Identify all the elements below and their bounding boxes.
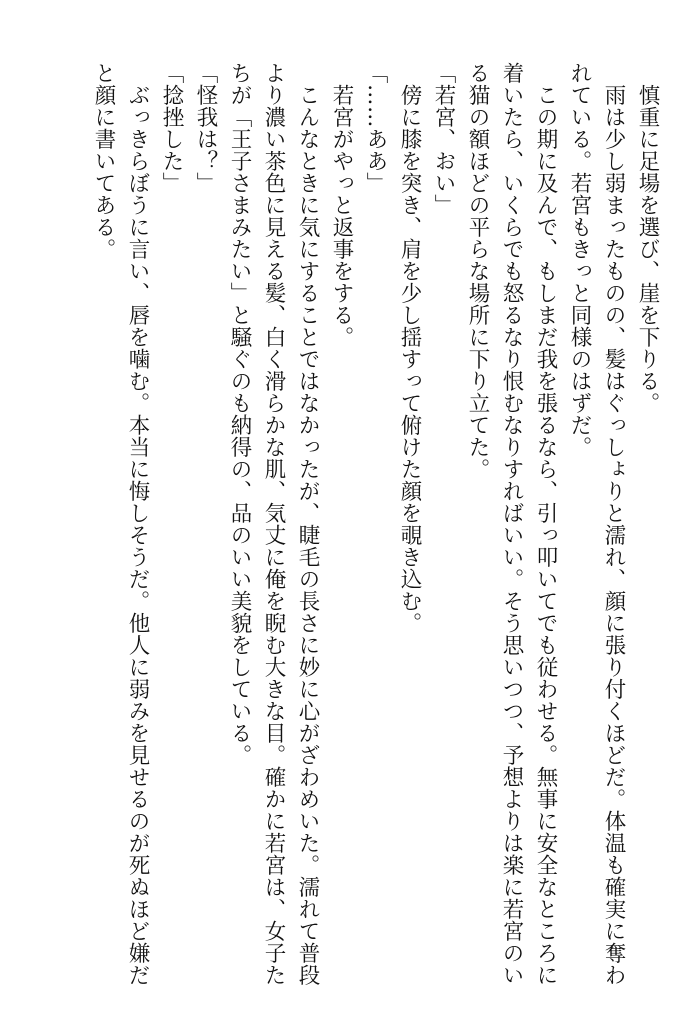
- text-line: こんなときに気にすることではなかったが、睫毛の長さに妙に心がざわめいた。濡れて普段: [295, 62, 320, 986]
- text-line: 着いたら、いくらでも怒るなり恨むなりすればいい。そう思いつつ、予想よりは楽に若宮のい: [499, 62, 524, 986]
- text-line: 慎重に足場を選び、崖を下りる。: [635, 62, 660, 414]
- text-line: 「怪我は？」: [193, 62, 218, 194]
- text-line: ちが「王子さまみたい」と騒ぐのも納得の、品のいい美貌をしている。: [227, 62, 252, 766]
- text-line: より濃い茶色に見える髪、白く滑らかな肌、気丈に俺を睨む大きな目。確かに若宮は、女子た: [261, 62, 286, 986]
- text-line: 「捻挫した」: [159, 62, 184, 194]
- text-line: ぶっきらぼうに言い、唇を噛む。本当に悔しそうだ。他人に弱みを見せるのが死ぬほど嫌だ: [125, 62, 150, 986]
- text-line: る猫の額ほどの平らな場所に下り立てた。: [465, 62, 490, 480]
- text-line: と顔に書いてある。: [91, 62, 116, 260]
- text-line: 「若宮、おい」: [431, 62, 456, 216]
- text-line: 若宮がやっと返事をする。: [329, 62, 354, 348]
- text-line: 雨は少し弱まったものの、髪はぐっしょりと濡れ、顔に張り付くほどだ。体温も確実に奪わ: [601, 62, 626, 986]
- text-line: 「……ああ」: [363, 62, 388, 194]
- text-line: 傍に膝を突き、肩を少し揺すって俯けた顔を覗き込む。: [397, 62, 422, 634]
- vertical-text-body: [86, 62, 664, 986]
- text-line: この期に及んで、もしまだ我を張るなら、引っ叩いてでも従わせる。無事に安全なところに: [533, 62, 558, 986]
- text-line: れている。若宮もきっと同様のはずだ。: [567, 62, 592, 458]
